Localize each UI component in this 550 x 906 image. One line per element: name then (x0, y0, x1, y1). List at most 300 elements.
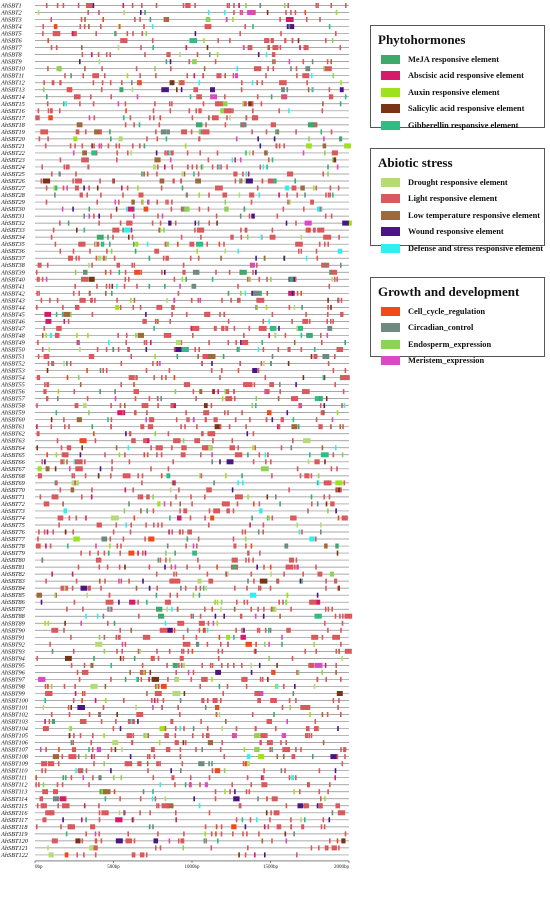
cis-element-mark (166, 803, 173, 808)
cis-element-mark (300, 403, 302, 408)
cis-element-mark (161, 129, 167, 134)
cis-element-mark (171, 445, 173, 450)
cis-element-mark (199, 207, 201, 212)
cis-element-mark (337, 551, 339, 556)
cis-element-mark (215, 705, 219, 710)
cis-element-mark (189, 38, 197, 43)
cis-element-mark (211, 368, 213, 373)
cis-element-mark (201, 698, 204, 703)
cis-element-mark (199, 565, 201, 570)
cis-element-mark (224, 410, 226, 415)
cis-element-mark (285, 186, 289, 191)
cis-element-mark (331, 277, 333, 282)
cis-element-mark (266, 277, 268, 282)
cis-element-mark (194, 3, 196, 8)
cis-element-mark (187, 150, 189, 155)
cis-element-mark (157, 165, 159, 170)
cis-element-mark (155, 691, 162, 696)
cis-element-mark (219, 242, 221, 247)
cis-element-mark (80, 24, 82, 29)
cis-element-mark (327, 172, 329, 177)
cis-element-mark (36, 424, 38, 429)
cis-element-mark (92, 312, 94, 317)
legend-item (371, 353, 544, 370)
cis-element-mark (158, 656, 160, 661)
cis-element-mark (295, 10, 297, 15)
cis-element-mark (288, 361, 290, 366)
cis-element-mark (118, 579, 120, 584)
cis-element-mark (198, 193, 200, 198)
cis-element-mark (124, 403, 126, 408)
cis-element-mark (232, 438, 234, 443)
cis-element-mark (64, 73, 66, 78)
cis-element-mark (171, 150, 174, 155)
cis-element-mark (209, 52, 211, 57)
cis-element-mark (264, 389, 266, 394)
cis-element-mark (145, 312, 147, 317)
cis-element-mark (125, 431, 127, 436)
cis-element-mark (332, 635, 340, 640)
cis-element-mark (344, 340, 346, 345)
cis-element-mark (303, 375, 305, 380)
cis-element-mark (136, 586, 138, 591)
cis-element-mark (294, 684, 296, 689)
cis-element-mark (324, 403, 326, 408)
cis-element-mark (318, 845, 320, 850)
gene-label: AhSBT100 (1, 697, 28, 705)
cis-element-mark (247, 10, 255, 15)
cis-element-mark (143, 172, 145, 177)
cis-element-mark (110, 424, 112, 429)
cis-element-mark (157, 523, 159, 528)
cis-element-mark (146, 136, 148, 141)
cis-element-mark (112, 228, 119, 233)
gene-label: AhSBT122 (1, 851, 28, 859)
cis-element-mark (38, 677, 45, 682)
cis-element-mark (233, 733, 237, 738)
cis-element-mark (80, 719, 87, 724)
cis-element-mark (170, 108, 172, 113)
cis-element-mark (200, 719, 202, 724)
cis-element-mark (181, 172, 183, 177)
cis-element-mark (41, 298, 43, 303)
cis-element-mark (261, 466, 269, 471)
cis-element-mark (127, 186, 129, 191)
cis-element-mark (63, 101, 65, 106)
cis-element-mark (303, 59, 305, 64)
gene-label: AhSBT40 (1, 276, 25, 284)
cis-element-mark (286, 565, 294, 570)
cis-element-mark (300, 747, 302, 752)
cis-element-mark (309, 452, 311, 457)
cis-element-mark (99, 59, 101, 64)
cis-element-mark (171, 775, 174, 780)
cis-element-mark (225, 200, 227, 205)
cis-element-mark (297, 291, 299, 296)
cis-element-mark (264, 150, 268, 155)
cis-element-mark (161, 684, 167, 689)
cis-element-mark (70, 635, 72, 640)
cis-element-mark (64, 319, 66, 324)
cis-element-mark (102, 80, 104, 85)
cis-element-mark (289, 305, 291, 310)
cis-element-mark (296, 670, 298, 675)
cis-element-mark (123, 698, 125, 703)
cis-element-mark (246, 831, 248, 836)
cis-element-mark (268, 628, 270, 633)
cis-element-mark (50, 17, 52, 22)
cis-element-mark (330, 754, 337, 759)
cis-element-mark (119, 565, 121, 570)
cis-element-mark (315, 719, 317, 724)
cis-element-mark (335, 670, 337, 675)
cis-element-mark (52, 838, 58, 843)
cis-element-mark (141, 270, 143, 275)
gene-label: AhSBT113 (1, 788, 28, 796)
cis-element-mark (177, 621, 184, 626)
cis-element-mark (191, 614, 193, 619)
cis-element-mark (171, 607, 173, 612)
cis-element-mark (335, 544, 338, 549)
cis-element-mark (157, 361, 159, 366)
cis-element-mark (305, 733, 307, 738)
cis-element-mark (338, 649, 340, 654)
cis-element-mark (42, 277, 44, 282)
cis-element-mark (193, 796, 195, 801)
cis-element-mark (74, 473, 76, 478)
cis-element-mark (46, 466, 50, 471)
cis-element-mark (130, 523, 132, 528)
cis-element-mark (92, 747, 94, 752)
cis-element-mark (317, 3, 319, 8)
cis-element-mark (177, 354, 179, 359)
cis-element-mark (325, 214, 327, 219)
cis-element-mark (192, 649, 194, 654)
cis-element-mark (136, 284, 138, 289)
cis-element-mark (52, 649, 54, 654)
cis-element-mark (287, 410, 289, 415)
cis-element-mark (184, 691, 186, 696)
cis-element-mark (251, 544, 253, 549)
cis-element-mark (220, 698, 222, 703)
cis-element-mark (103, 256, 105, 261)
cis-element-mark (116, 143, 118, 148)
cis-element-mark (127, 150, 129, 155)
cis-element-mark (140, 494, 144, 499)
cis-element-mark (277, 424, 279, 429)
cis-element-mark (311, 733, 313, 738)
cis-element-mark (45, 143, 47, 148)
cis-element-mark (222, 396, 224, 401)
cis-element-mark (65, 530, 67, 535)
cis-element-mark (79, 298, 85, 303)
cis-element-mark (152, 677, 159, 682)
cis-element-mark (73, 150, 75, 155)
cis-element-mark (217, 621, 219, 626)
cis-element-mark (275, 494, 277, 499)
legend-label: Wound responsive element (408, 227, 504, 237)
cis-element-mark (252, 403, 254, 408)
cis-element-mark (131, 438, 136, 443)
cis-element-mark (110, 136, 112, 141)
cis-element-mark (233, 73, 235, 78)
cis-element-mark (309, 319, 311, 324)
cis-element-mark (44, 459, 46, 464)
cis-element-mark (175, 726, 177, 731)
cis-element-mark (317, 593, 319, 598)
cis-element-mark (342, 424, 344, 429)
cis-element-mark (176, 572, 178, 577)
cis-element-mark (278, 600, 280, 605)
cis-element-mark (125, 340, 127, 345)
cis-element-mark (332, 845, 337, 850)
cis-element-mark (176, 579, 181, 584)
cis-element-mark (149, 256, 151, 261)
cis-element-mark (36, 445, 38, 450)
cis-element-mark (197, 558, 199, 563)
cis-element-mark (343, 389, 345, 394)
cis-element-mark (241, 614, 243, 619)
cis-element-mark (152, 796, 154, 801)
cis-element-mark (130, 628, 132, 633)
cis-element-mark (193, 670, 195, 675)
cis-element-mark (321, 129, 323, 134)
cis-element-mark (84, 24, 86, 29)
cis-element-mark (92, 775, 94, 780)
cis-element-mark (269, 817, 271, 822)
cis-element-mark (160, 558, 162, 563)
cis-element-mark (279, 424, 281, 429)
cis-element-mark (133, 382, 135, 387)
cis-element-mark (119, 551, 121, 556)
cis-element-mark (140, 10, 142, 15)
cis-element-mark (37, 431, 39, 436)
cis-element-mark (221, 740, 223, 745)
cis-element-mark (72, 473, 74, 478)
cis-element-mark (325, 845, 327, 850)
cis-element-mark (258, 368, 260, 373)
cis-element-mark (126, 838, 133, 843)
cis-element-mark (58, 516, 64, 521)
cis-element-mark (180, 768, 182, 773)
cis-element-mark (337, 347, 344, 352)
cis-element-mark (60, 824, 62, 829)
cis-element-mark (200, 452, 202, 457)
cis-element-mark (289, 558, 294, 563)
cis-element-mark (272, 228, 274, 233)
cis-element-mark (81, 494, 83, 499)
cis-element-mark (118, 200, 120, 205)
cis-element-mark (204, 403, 208, 408)
legend-item (371, 224, 544, 241)
cis-element-mark (89, 207, 91, 212)
cis-element-mark (74, 459, 76, 464)
cis-element-mark (157, 403, 159, 408)
cis-element-mark (124, 565, 126, 570)
cis-element-mark (120, 656, 122, 661)
cis-element-mark (177, 242, 179, 247)
cis-element-mark (82, 607, 84, 612)
cis-element-mark (192, 333, 194, 338)
cis-element-mark (232, 831, 234, 836)
cis-element-mark (322, 712, 324, 717)
cis-element-mark (140, 508, 142, 513)
cis-element-mark (160, 221, 162, 226)
cis-element-mark (252, 24, 254, 29)
cis-element-mark (76, 852, 78, 857)
cis-element-mark (62, 775, 64, 780)
cis-element-mark (294, 305, 296, 310)
cis-element-mark (270, 361, 272, 366)
cis-element-mark (179, 284, 181, 289)
cis-element-mark (42, 803, 44, 808)
cis-element-mark (244, 382, 246, 387)
cis-element-mark (270, 586, 272, 591)
cis-element-mark (65, 775, 67, 780)
cis-element-mark (260, 586, 262, 591)
cis-element-mark (84, 691, 86, 696)
cis-element-mark (294, 565, 296, 570)
cis-element-mark (331, 466, 333, 471)
cis-element-mark (72, 207, 74, 212)
cis-element-mark (152, 38, 154, 43)
cis-element-mark (325, 579, 327, 584)
cis-element-mark (56, 410, 58, 415)
cis-element-mark (83, 214, 85, 219)
cis-element-mark (133, 817, 135, 822)
cis-element-mark (155, 431, 157, 436)
cis-element-mark (130, 150, 132, 155)
cis-element-mark (164, 501, 166, 506)
cis-element-mark (73, 291, 75, 296)
gene-label: AhSBT98 (1, 683, 25, 691)
cis-element-mark (210, 87, 215, 92)
cis-element-mark (330, 501, 334, 506)
cis-element-mark (82, 73, 84, 78)
cis-element-mark (337, 165, 339, 170)
cis-element-mark (116, 838, 123, 843)
gene-label: AhSBT70 (1, 486, 25, 494)
cis-element-mark (255, 403, 257, 408)
cis-element-mark (208, 523, 210, 528)
cis-element-mark (37, 537, 39, 542)
cis-element-mark (317, 207, 323, 212)
gene-label: AhSBT64 (1, 444, 25, 452)
cis-element-mark (316, 186, 318, 191)
cis-element-mark (329, 87, 331, 92)
cis-element-mark (48, 361, 50, 366)
cis-element-mark (72, 530, 74, 535)
cis-element-mark (181, 445, 186, 450)
cis-element-mark (188, 670, 190, 675)
cis-element-mark (75, 403, 79, 408)
cis-element-mark (232, 487, 234, 492)
cis-element-mark (175, 817, 177, 822)
cis-element-mark (179, 80, 184, 85)
cis-element-mark (201, 431, 203, 436)
cis-element-mark (83, 852, 85, 857)
cis-element-mark (76, 228, 78, 233)
cis-element-mark (150, 670, 152, 675)
cis-element-mark (125, 642, 127, 647)
cis-element-mark (221, 368, 223, 373)
cis-element-mark (259, 551, 261, 556)
cis-element-mark (188, 649, 190, 654)
cis-element-mark (211, 831, 213, 836)
cis-element-mark (252, 558, 254, 563)
cis-element-mark (42, 789, 48, 794)
cis-element-mark (103, 705, 105, 710)
cis-element-mark (193, 726, 195, 731)
cis-element-mark (106, 284, 108, 289)
cis-element-mark (258, 754, 264, 759)
cis-element-mark (287, 200, 289, 205)
cis-element-mark (245, 852, 247, 857)
cis-element-mark (303, 824, 305, 829)
cis-element-mark (131, 80, 133, 85)
cis-element-mark (58, 389, 60, 394)
cis-element-mark (139, 193, 144, 198)
cis-element-mark (124, 452, 126, 457)
cis-element-mark (202, 445, 208, 450)
cis-element-mark (263, 607, 265, 612)
cis-element-mark (51, 424, 53, 429)
cis-element-mark (332, 193, 334, 198)
cis-element-mark (104, 452, 106, 457)
cis-element-mark (215, 59, 217, 64)
cis-element-mark (53, 796, 59, 801)
cis-element-mark (183, 3, 185, 8)
cis-element-mark (290, 516, 297, 521)
legend-label: Low temperature responsive element (408, 210, 541, 220)
cis-element-mark (258, 831, 260, 836)
cis-element-mark (81, 586, 88, 591)
cis-element-mark (56, 480, 58, 485)
gene-label: AhSBT52 (1, 360, 25, 368)
cis-element-mark (201, 473, 203, 478)
cis-element-mark (91, 298, 93, 303)
gene-label: AhSBT49 (1, 339, 25, 347)
cis-element-mark (43, 389, 46, 394)
cis-element-mark (149, 565, 151, 570)
cis-element-mark (205, 122, 207, 127)
cis-element-mark (318, 572, 323, 577)
cis-element-mark (87, 10, 89, 15)
cis-element-mark (280, 740, 282, 745)
legend-swatch (381, 340, 400, 349)
cis-element-mark (288, 108, 290, 113)
cis-element-mark (183, 726, 185, 731)
cis-element-mark (252, 368, 257, 373)
cis-element-mark (137, 551, 139, 556)
cis-element-mark (233, 389, 235, 394)
cis-element-mark (74, 480, 76, 485)
cis-element-mark (48, 761, 54, 766)
cis-element-mark (213, 621, 215, 626)
cis-element-mark (248, 558, 250, 563)
cis-element-mark (117, 410, 125, 415)
legend-growth-development (370, 277, 545, 366)
cis-element-mark (282, 733, 286, 738)
cis-element-mark (110, 473, 112, 478)
cis-element-mark (262, 179, 264, 184)
cis-element-mark (227, 3, 229, 8)
cis-element-mark (222, 726, 224, 731)
cis-element-mark (258, 52, 260, 57)
cis-element-mark (245, 3, 247, 8)
gene-label: AhSBT95 (1, 662, 25, 670)
cis-element-mark (117, 544, 119, 549)
